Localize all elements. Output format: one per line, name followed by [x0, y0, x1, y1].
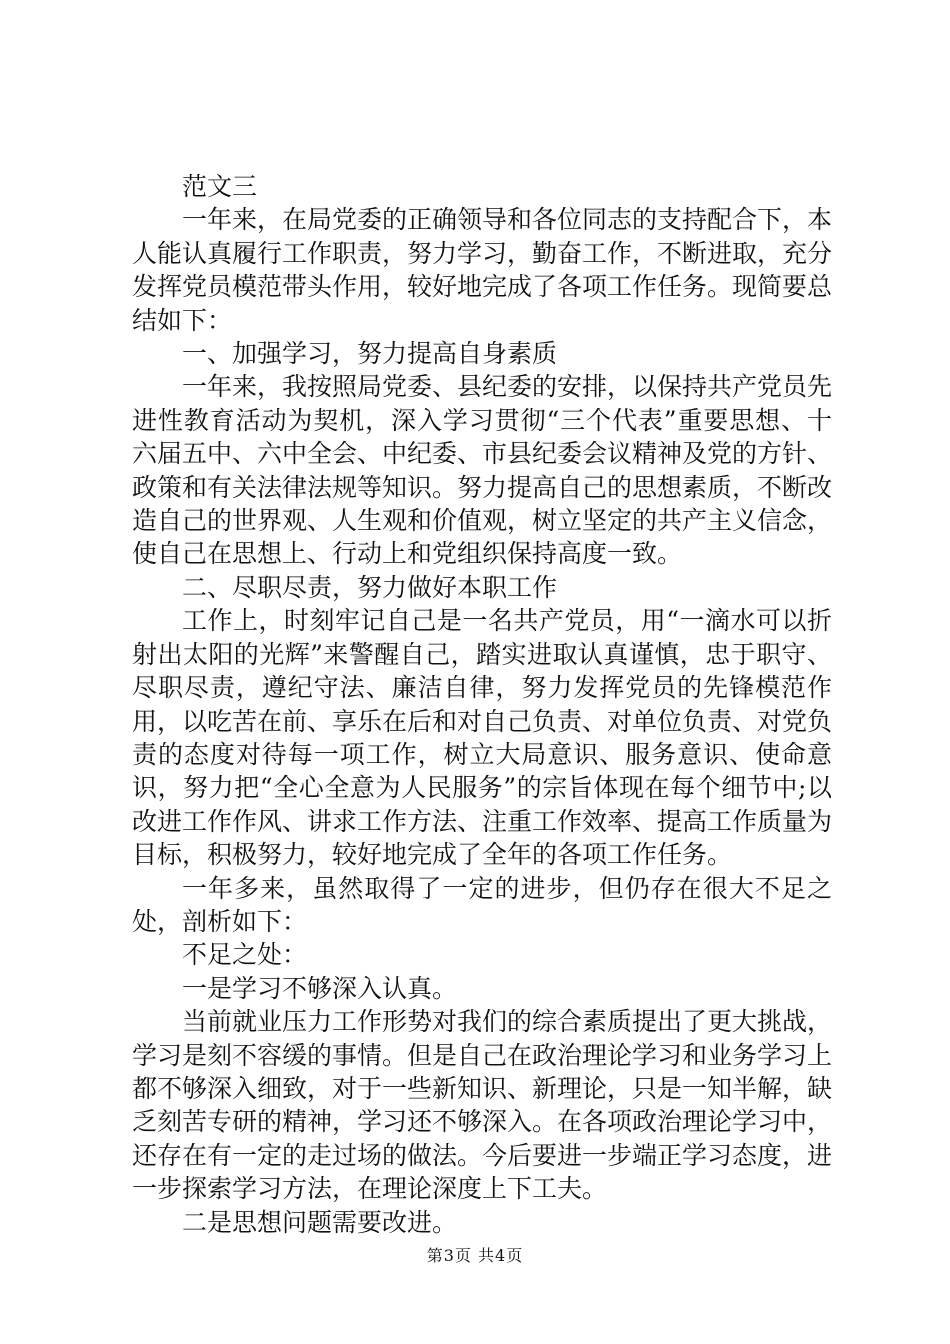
document-body — [132, 170, 832, 1239]
section-title: 范文三 — [182, 172, 258, 201]
study-paragraph: 一年来，我按照局党委、县纪委的安排，以保持共产党员先进性教育活动为契机，深入学习贯彻“三个代表”重要思想、十六届五中、六中全会、中纪委、市县纪委会议精神及党的方针、政策和有关法律法规等知识。努力提高自己的思想素质，不断改造自己的世界观、人生观和价值观，树立坚定的共产主义信念，使自己在思想上、行动上和党组织保持高度一致。 — [132, 372, 833, 569]
heading-duty: 二、尽职尽责，努力做好本职工作 — [182, 572, 558, 602]
shortcoming-one-title: 一是学习不够深入认真。 — [182, 973, 458, 1003]
shortcomings-intro-paragraph: 一年多来，虽然取得了一定的进步，但仍存在很大不足之处，剖析如下： — [132, 873, 832, 936]
page-number: 第3页 共4页 — [426, 1246, 524, 1265]
shortcoming-one-paragraph: 当前就业压力工作形势对我们的综合素质提出了更大挑战，学习是刻不容缓的事情。但是自己在政治理论学习和业务学习上都不够深入细致，对于一些新知识、新理论，只是一知半解，缺乏刻苦专研的精神，学习还不够深入。在各项政治理论学习中，还存在有一定的走过场的做法。今后要进一步端正学习态度，进一步探索学习方法，在理论深度上下工夫。 — [132, 1007, 833, 1204]
shortcoming-two-title: 二是思想问题需要改进。 — [182, 1207, 458, 1237]
duty-paragraph: 工作上，时刻牢记自己是一名共产党员，用“一滴水可以折射出太阳的光辉”来警醒自己，踏实进取认真谨慎，忠于职守、尽职尽责，遵纪守法、廉洁自律，努力发挥党员的先锋模范作用，以吃苦在前、享乐在后和对自己负责、对单位负责、对党负责的态度对待每一项工作，树立大局意识、服务意识、使命意识，努力把“全心全意为人民服务”的宗旨体现在每个细节中;以改进工作作风、讲求工作方法、注重工作效率、提高工作质量为目标，积极努力，较好地完成了全年的各项工作任务。 — [132, 606, 833, 870]
heading-shortcomings: 不足之处： — [182, 940, 308, 970]
intro-paragraph: 一年来，在局党委的正确领导和各位同志的支持配合下，本人能认真履行工作职责，努力学习，勤奋工作，不断进取，充分发挥党员模范带头作用，较好地完成了各项工作任务。现简要总结如下： — [132, 205, 833, 335]
heading-study: 一、加强学习，努力提高自身素质 — [182, 339, 558, 369]
